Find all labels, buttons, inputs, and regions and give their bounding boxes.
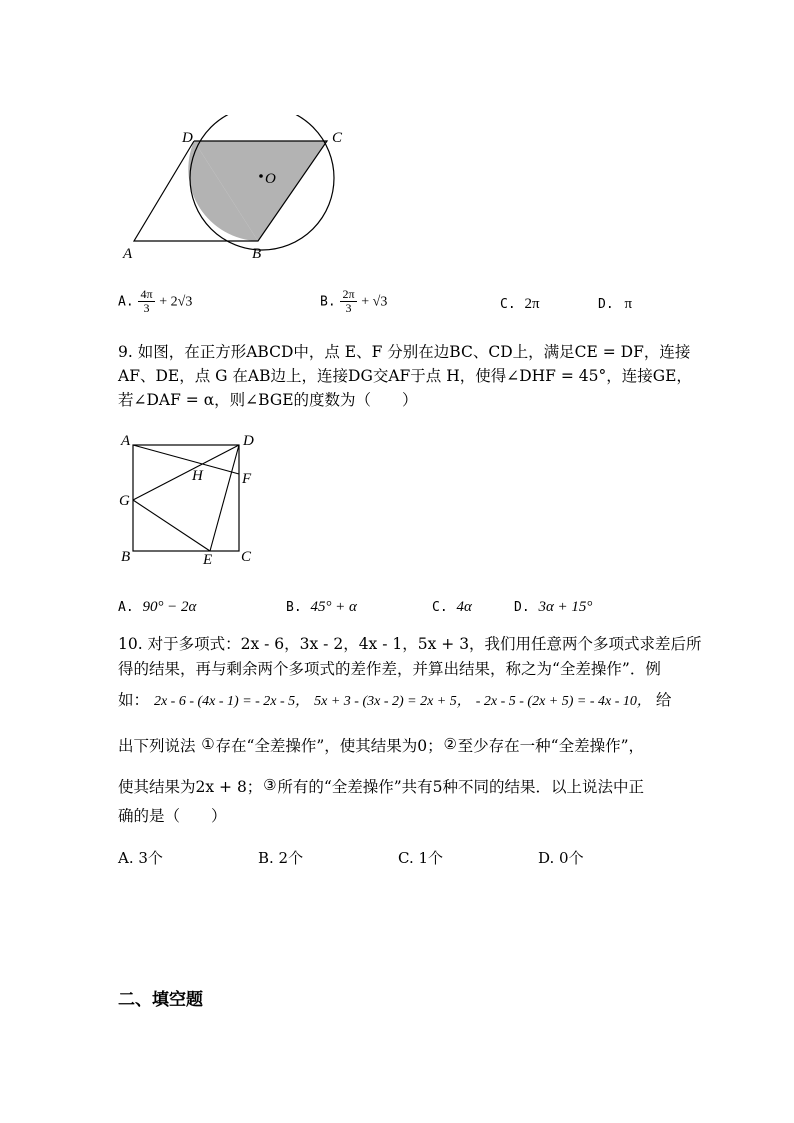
text: 使其结果为2x + 8； [118,778,263,796]
fraction [340,288,356,315]
text: 至少存在一种“全差操作”， [457,737,645,755]
q9-option-b[interactable] [286,597,357,616]
segment-ge [133,500,210,551]
option-letter: C. [432,600,448,615]
text: 所有的“全差操作”共有5种不同的结果．以上说法中正 [277,778,645,796]
label-G: G [119,493,130,509]
q10-line-5 [118,777,644,797]
q9-option-d[interactable] [514,597,592,616]
q9-line-3: 若∠DAF = α，则∠BGE的度数为（ ） [118,391,418,409]
label-C: C [332,130,343,146]
circled-1-icon: ① [201,735,215,753]
option-letter: C. [500,297,516,312]
q8-option-b[interactable] [320,288,387,315]
q8-option-d[interactable] [598,294,632,313]
q9-line-1: 9. 如图，在正方形ABCD中，点 E、F 分别在边BC、CD上，满足CE = DF，连接 [118,343,691,361]
option-letter: D. [598,297,614,312]
label-O: O [265,171,276,187]
center-dot [259,174,263,178]
text: 存在“全差操作”，使其结果为0； [215,737,443,755]
numerator: 2π [342,287,355,301]
segment-de [210,445,239,551]
q10-line-1: 10. 对于多项式：2x - 6，3x - 2，4x - 1，5x + 3，我们用任意两个多项式求差后所 [118,635,702,653]
option-letter: D. [514,600,530,615]
option-letter: A. [118,294,134,310]
denominator: 3 [143,301,150,315]
section-title: 二、填空题 [118,990,203,1010]
numerator: 4π [140,287,153,301]
label-B: B [121,549,131,565]
fraction [138,288,154,315]
q10-option-c[interactable]: C. 1个 [398,849,444,867]
option-value: 2π [524,296,540,312]
text: 如： [118,691,150,709]
segment-af [133,445,239,474]
q9-option-c[interactable] [432,597,472,616]
q10-line-6: 确的是（ ） [118,807,227,825]
circled-2-icon: ② [443,735,457,753]
segment-dg [133,445,239,500]
q8-option-a[interactable] [118,288,192,315]
q8-figure [110,115,370,275]
option-letter: A. [118,600,134,615]
option-rest: + √3 [361,294,388,310]
label-A: A [121,433,131,449]
q10-option-a[interactable]: A. 3个 [118,849,163,867]
q10-line-3 [118,690,671,712]
q9-figure [115,430,265,570]
label-A: A [123,246,133,262]
q9-line-2: AF、DE，点 G 在AB边上，连接DG交AF于点 H，使得∠DHF = 45°，连接GE， [118,367,692,385]
q10-line-4 [118,736,644,756]
label-E: E [203,552,213,568]
option-value: π [624,296,633,312]
q10-option-d[interactable]: D. 0个 [538,849,584,867]
option-letter: B. [320,294,336,310]
equation-1: 2x - 6 - (4x - 1) = - 2x - 5， [153,694,310,709]
label-F: F [242,471,252,487]
option-rest: + 2√3 [159,294,193,310]
label-D: D [243,433,254,449]
q8-option-c[interactable] [500,294,540,313]
option-value: 90° − 2α [142,599,197,615]
option-letter: B. [286,600,302,615]
option-value: 45° + α [310,599,357,615]
equation-3: - 2x - 5 - (2x + 5) = - 4x - 10， [475,694,651,709]
option-value: 3α + 15° [538,599,593,615]
label-B: B [252,246,262,262]
q10-option-b[interactable]: B. 2个 [258,849,304,867]
denominator: 3 [345,301,352,315]
text: 给 [655,691,672,709]
option-value: 4α [456,599,472,615]
text: 出下列说法 [118,737,196,755]
label-D: D [182,130,193,146]
label-H: H [192,468,203,484]
circled-3-icon: ③ [263,776,277,794]
equation-2: 5x + 3 - (3x - 2) = 2x + 5， [314,694,471,709]
q9-option-a[interactable] [118,597,196,616]
label-C: C [241,549,252,565]
q10-line-2: 得的结果，再与剩余两个多项式的差作差，并算出结果，称之为“全差操作”．例 [118,660,661,678]
